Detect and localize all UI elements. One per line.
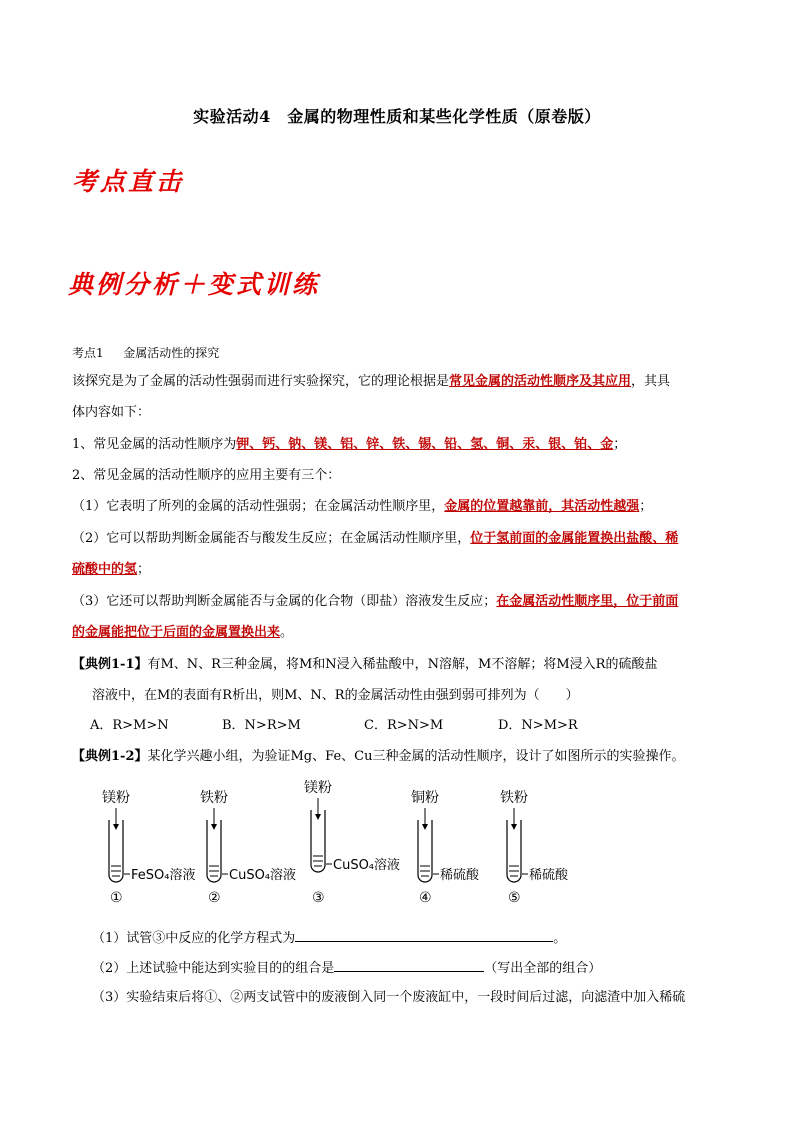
option-d: D．N>M>R [498,718,578,733]
application-1 [72,497,652,517]
question-1 [92,927,566,949]
application-3-cont [72,623,293,643]
option-a: A．R>M>N [90,718,169,733]
test-tube-2 [200,789,296,906]
question-2-text: （2）上述试验中能达到实验目的的组合是 [92,961,335,976]
test-tube-diagram [90,780,610,910]
solution-label: FeSO₄溶液 [131,868,196,883]
example-1-2-text: 某化学兴趣小组，为验证Mg、Fe、Cu三种金属的活动性顺序，设计了如图所示的实验操作。 [147,749,685,764]
section-title [72,344,219,361]
activity-series-end: ； [613,437,627,452]
question-2-end: （写出全部的组合） [484,961,602,976]
reagent-label: 铜粉 [411,790,439,806]
page-title: 实验活动4 金属的物理性质和某些化学性质（原卷版） [193,107,601,126]
intro-line-1 [72,372,670,392]
activity-series-highlight: 钾、钙、钠、镁、铝、锌、铁、锡、铅、氢、铜、汞、银、铂、金 [236,437,614,452]
application-2-cont [72,560,150,580]
reagent-label: 铁粉 [200,790,228,806]
application-3 [72,592,678,612]
option-c: C．R>N>M [364,718,444,733]
tube-number: ④ [419,890,432,906]
tube-number: ① [110,890,123,906]
application-2-highlight: 位于氢前面的金属能置换出盐酸、稀 [470,531,679,546]
application-1-end: ； [639,499,653,514]
example-1-1 [72,655,657,675]
question-2 [92,957,601,979]
option-b: B．N>R>M [222,718,301,733]
example-1-1-tag: 【典例1-1】 [72,657,148,672]
question-3: （3）实验结束后将①、②两支试管中的废液倒入同一个废液缸中，一段时间后过滤，向滤渣中加入稀硫 [92,990,686,1005]
intro-line-2: 体内容如下： [72,405,151,420]
reagent-label: 镁粉 [304,780,332,796]
application-2-end: ； [137,562,151,577]
answer-blank-2[interactable] [334,957,484,972]
test-tube-4 [411,789,480,906]
application-2-text: （2）它可以帮助判断金属能否与酸发生反应；在金属活动性顺序里， [72,531,471,546]
solution-label: CuSO₄溶液 [333,858,401,873]
heading-examples: 典例分析＋变式训练 [68,270,321,299]
reagent-label: 铁粉 [500,790,528,806]
example-1-2-tag: 【典例1-2】 [72,749,148,764]
activity-series-line [72,435,626,455]
example-1-1-cont: 溶液中，在M的表面有R析出，则M、N、R的金属活动性由强到弱可排列为（ ） [92,688,579,703]
heading-key-points: 考点直击 [72,167,185,196]
question-1-end: 。 [553,931,567,946]
application-3-end: 。 [280,625,294,640]
reagent-label: 镁粉 [102,790,130,806]
tube-number: ⑤ [508,890,521,906]
intro-text-end: ，其具 [631,374,671,389]
application-1-text: （1）它表明了所列的金属的活动性强弱；在金属活动性顺序里， [72,499,445,514]
test-tube-5 [500,789,569,906]
section-label: 考点1 [72,346,104,360]
example-1-1-text: 有M、N、R三种金属，将M和N浸入稀盐酸中，N溶解，M不溶解；将M浸入R的硫酸盐 [147,657,658,672]
question-1-text: （1）试管③中反应的化学方程式为 [92,931,296,946]
section-name: 金属活动性的探究 [123,346,220,360]
application-2 [72,529,678,549]
test-tube-3 [304,780,400,906]
tube-number: ② [208,890,221,906]
application-3-highlight-cont: 的金属能把位于后面的金属置换出来 [72,625,281,640]
answer-blank-1[interactable] [295,927,553,942]
intro-text: 该探究是为了金属的活动性强弱而进行实验探究，它的理论根据是 [72,374,450,389]
application-2-highlight-cont: 硫酸中的氢 [72,562,138,577]
test-tube-1 [102,789,195,906]
application-1-highlight: 金属的位置越靠前，其活动性越强 [444,499,640,514]
solution-label: CuSO₄溶液 [229,868,297,883]
applications-heading: 2、常见金属的活动性顺序的应用主要有三个： [72,468,341,483]
solution-label: 稀硫酸 [440,868,480,883]
application-3-highlight: 在金属活动性顺序里，位于前面 [496,594,679,609]
intro-highlight: 常见金属的活动性顺序及其应用 [449,374,632,389]
application-3-text: （3）它还可以帮助判断金属能否与金属的化合物（即盐）溶液发生反应； [72,594,497,609]
tube-number: ③ [312,890,325,906]
activity-series-label: 1、常见金属的活动性顺序为 [72,437,237,452]
solution-label: 稀硫酸 [529,868,569,883]
example-1-2 [72,747,684,767]
